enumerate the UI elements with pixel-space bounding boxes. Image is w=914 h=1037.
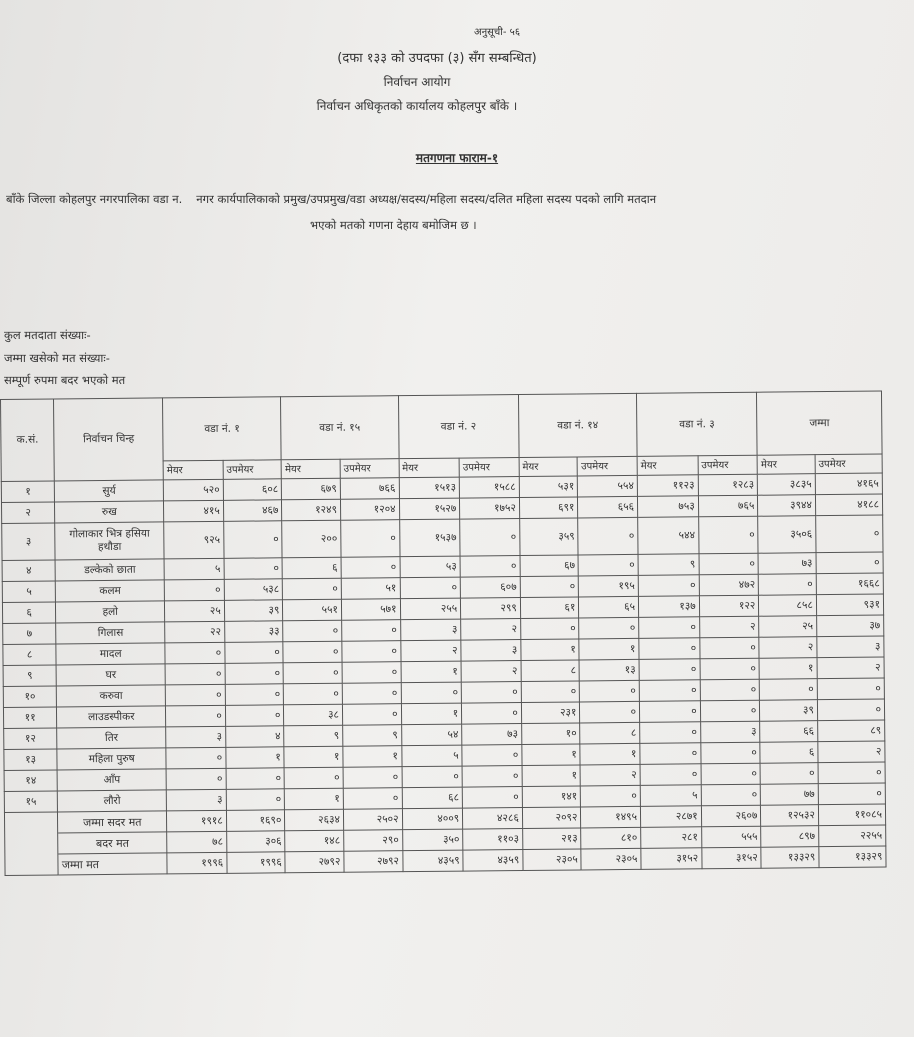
- total-voters-label: कुल मतदाता संख्याः-: [4, 328, 91, 342]
- election-symbol-cell: गोलाकार भित्र हसिया हथौडा: [55, 522, 164, 560]
- summary-value-cell: ५५५: [701, 826, 761, 848]
- vote-count-cell: २९९: [461, 598, 521, 620]
- vote-count-cell: ०: [224, 558, 283, 580]
- vote-count-cell: ०: [461, 682, 521, 704]
- vote-count-cell: ५: [640, 785, 701, 807]
- serial-number-cell: २: [1, 502, 55, 524]
- vote-count-cell: २: [759, 637, 817, 659]
- ward-header: वडा नं. २: [398, 395, 519, 459]
- vote-count-cell: ५३: [400, 556, 461, 578]
- vote-count-cell: ०: [701, 763, 761, 785]
- vote-count-cell: ३९४४: [758, 495, 816, 517]
- intro-posts: नगर कार्यपालिकाको प्रमुख/उपप्रमुख/वडा अध्यक्ष/सदस्य/महिला सदस्य/दलित महिला सदस्य पदको लागि मतदान: [196, 192, 657, 206]
- vote-count-cell: ५४: [401, 724, 462, 746]
- vote-count-cell: ०: [342, 704, 401, 726]
- vote-count-cell: ४१५: [164, 500, 224, 522]
- serial-number-cell: ८: [3, 644, 57, 666]
- vote-count-cell: ०: [520, 576, 579, 598]
- summary-value-cell: २७९२: [344, 851, 403, 873]
- vote-count-cell: ४१६५: [815, 473, 882, 495]
- vote-count-cell: १५१३: [399, 477, 460, 499]
- election-symbol-cell: हलो: [56, 601, 165, 623]
- vote-count-cell: ०: [226, 789, 285, 811]
- summary-value-cell: १९९६: [227, 852, 286, 874]
- vote-count-cell: ०: [284, 683, 343, 705]
- vote-count-cell: १: [521, 639, 580, 661]
- election-symbol-cell: डल्केको छाता: [55, 559, 164, 581]
- vote-count-cell: ०: [283, 620, 342, 642]
- vote-count-cell: १: [343, 746, 402, 768]
- election-symbol-cell: रुख: [55, 501, 164, 523]
- vote-count-cell: ०: [640, 743, 701, 765]
- summary-value-cell: २७९२: [285, 851, 344, 873]
- summary-value-cell: १३३२९: [819, 846, 886, 868]
- vote-count-cell: ०: [580, 701, 640, 723]
- vote-count-cell: ७३: [462, 724, 522, 746]
- deputy-mayor-subheader: उपमेयर: [815, 454, 882, 474]
- vote-count-cell: १९५: [579, 575, 639, 597]
- section-reference: (दफा १३३ को उपदफा (३) सँग सम्बन्धित): [337, 51, 537, 66]
- vote-count-cell: ८: [521, 660, 580, 682]
- election-symbol-cell: आँप: [57, 769, 166, 791]
- vote-count-cell: ०: [701, 742, 761, 764]
- total-cast-label: जम्मा खसेको मत संख्याः-: [4, 351, 110, 365]
- vote-count-cell: ८५८: [759, 595, 817, 617]
- summary-value-cell: २२५५: [819, 825, 886, 847]
- vote-count-cell: ११२३: [637, 475, 698, 497]
- vote-count-cell: ०: [818, 783, 885, 805]
- vote-count-cell: ०: [165, 642, 225, 664]
- vote-count-cell: १२८३: [698, 474, 758, 496]
- summary-value-cell: २५०२: [343, 809, 402, 831]
- vote-count-cell: ०: [460, 519, 520, 557]
- vote-count-cell: १: [759, 658, 817, 680]
- vote-count-cell: ०: [166, 747, 226, 769]
- vote-count-cell: २५५: [400, 598, 461, 620]
- election-symbol-cell: गिलास: [56, 622, 165, 644]
- vote-count-cell: ०: [343, 788, 402, 810]
- vote-count-cell: ०: [225, 705, 284, 727]
- vote-count-cell: ०: [223, 521, 282, 559]
- summary-value-cell: ३५०: [402, 829, 463, 851]
- summary-value-cell: ११०८५: [818, 804, 885, 826]
- vote-count-cell: ०: [700, 658, 760, 680]
- vote-count-cell: ०: [818, 762, 885, 784]
- vote-count-cell: ४: [225, 726, 284, 748]
- vote-count-cell: ३५९: [519, 518, 578, 556]
- vote-count-cell: २: [461, 661, 521, 683]
- summary-value-cell: ३१५२: [641, 848, 702, 870]
- vote-count-cell: ८: [580, 722, 640, 744]
- summary-value-cell: ११०३: [463, 829, 523, 851]
- vote-count-cell: ९३१: [816, 594, 883, 616]
- serial-number-cell: ६: [2, 602, 56, 624]
- vote-count-cell: १४१: [522, 786, 581, 808]
- deputy-mayor-subheader: उपमेयर: [459, 458, 519, 478]
- election-symbol-cell: सुर्य: [55, 480, 164, 502]
- vote-count-cell: १२४९: [282, 499, 341, 521]
- serial-number-cell: १४: [4, 770, 58, 792]
- vote-count-cell: ६०८: [223, 479, 282, 501]
- vote-count-cell: ०: [578, 517, 638, 555]
- fully-invalid-label: सम्पूर्ण रुपमा बदर भएको मत: [4, 373, 126, 387]
- vote-count-cell: २: [818, 741, 885, 763]
- deputy-mayor-subheader: उपमेयर: [340, 459, 399, 479]
- vote-count-cell: ६७: [520, 555, 579, 577]
- vote-count-cell: ०: [225, 642, 284, 664]
- vote-count-cell: ६६: [760, 721, 818, 743]
- vote-count-table: [0, 391, 887, 876]
- serial-number-cell: ९: [3, 665, 57, 687]
- summary-value-cell: ४००९: [402, 808, 463, 830]
- ward-header: वडा नं. १४: [518, 393, 637, 457]
- mayor-subheader: मेयर: [163, 460, 223, 480]
- vote-count-cell: ३: [166, 789, 226, 811]
- election-symbol-cell: लाउडस्पीकर: [57, 706, 166, 728]
- vote-count-cell: ०: [817, 678, 884, 700]
- vote-count-cell: ६७९: [282, 478, 341, 500]
- summary-value-cell: ८१०: [581, 827, 641, 849]
- commission-name: निर्वाचन आयोग: [383, 75, 451, 89]
- summary-value-cell: २१३: [522, 828, 581, 850]
- vote-count-cell: १२२: [699, 595, 759, 617]
- vote-count-cell: ०: [342, 683, 401, 705]
- vote-count-cell: ३: [700, 721, 760, 743]
- form-title: मतगणना फाराम-१: [415, 151, 499, 165]
- summary-value-cell: २३०५: [581, 848, 641, 870]
- vote-count-cell: १२०४: [340, 499, 399, 521]
- vote-count-cell: ०: [165, 684, 225, 706]
- vote-count-cell: ०: [639, 638, 700, 660]
- vote-count-cell: १: [522, 744, 581, 766]
- summary-value-cell: १९९६: [167, 852, 227, 874]
- vote-count-cell: १: [401, 703, 462, 725]
- mayor-subheader: मेयर: [757, 455, 815, 475]
- election-symbol-cell: मादल: [56, 643, 165, 665]
- vote-count-cell: ५४४: [638, 517, 699, 555]
- vote-count-cell: ०: [462, 745, 522, 767]
- vote-count-cell: २: [461, 619, 521, 641]
- deputy-mayor-subheader: उपमेयर: [577, 456, 637, 476]
- vote-count-cell: ०: [580, 680, 640, 702]
- vote-count-cell: ०: [520, 618, 579, 640]
- vote-count-cell: ०: [639, 701, 700, 723]
- serial-number-cell: १३: [4, 749, 58, 771]
- serial-number-cell: १: [1, 481, 55, 503]
- vote-count-cell: ०: [283, 662, 342, 684]
- vote-count-cell: ३: [461, 640, 521, 662]
- vote-count-cell: ५: [401, 745, 462, 767]
- summary-value-cell: २६३४: [285, 809, 344, 831]
- serial-number-cell: ३: [2, 523, 56, 561]
- vote-count-cell: ०: [342, 620, 401, 642]
- vote-count-cell: १: [522, 765, 581, 787]
- vote-count-cell: ४१८८: [815, 494, 882, 516]
- vote-count-cell: ०: [817, 699, 884, 721]
- vote-count-cell: १: [226, 747, 285, 769]
- vote-count-cell: ४७२: [699, 574, 759, 596]
- vote-count-cell: ०: [638, 575, 699, 597]
- vote-count-cell: ०: [699, 553, 759, 575]
- vote-count-cell: १: [284, 746, 343, 768]
- vote-count-cell: ०: [402, 766, 463, 788]
- vote-count-cell: २२: [165, 621, 225, 643]
- vote-count-cell: ८९: [818, 720, 885, 742]
- election-symbol-cell: करुवा: [57, 685, 166, 707]
- vote-rows: [1, 473, 886, 875]
- mayor-subheader: मेयर: [637, 456, 698, 476]
- vote-count-cell: ०: [283, 578, 342, 600]
- vote-count-cell: १: [580, 743, 640, 765]
- vote-count-cell: ०: [578, 554, 638, 576]
- vote-count-cell: २५: [165, 600, 225, 622]
- vote-count-cell: ७६६: [340, 478, 399, 500]
- vote-count-cell: ६८: [402, 787, 463, 809]
- vote-count-cell: ३३: [224, 621, 283, 643]
- serial-number-cell: १५: [4, 791, 58, 813]
- summary-value-cell: १३३२९: [761, 847, 819, 869]
- vote-count-cell: ०: [342, 662, 401, 684]
- intro-district: बाँके जिल्ला कोहलपुर नगरपालिका वडा न.: [6, 192, 183, 206]
- mayor-subheader: मेयर: [399, 458, 460, 478]
- summary-blank-cell: [4, 812, 58, 834]
- vote-count-cell: ०: [700, 700, 760, 722]
- vote-count-cell: १५३७: [399, 519, 460, 557]
- serial-number-cell: १०: [3, 686, 57, 708]
- ward-header-row: [1, 391, 883, 462]
- election-symbol-cell: घर: [56, 664, 165, 686]
- vote-count-cell: ०: [816, 515, 883, 553]
- vote-count-cell: २५: [759, 616, 817, 638]
- serial-number-cell: ७: [3, 623, 57, 645]
- serial-number-cell: ४: [2, 560, 56, 582]
- symbol-header: निर्वाचन चिन्ह: [54, 398, 164, 481]
- deputy-mayor-subheader: उपमेयर: [223, 460, 282, 480]
- vote-count-cell: ६५: [579, 596, 639, 618]
- summary-value-cell: १९१८: [167, 810, 227, 832]
- summary-value-cell: ४३५९: [463, 850, 523, 872]
- vote-count-cell: २३१: [521, 702, 580, 724]
- vote-count-cell: ०: [640, 722, 701, 744]
- election-symbol-cell: तिर: [57, 727, 166, 749]
- vote-count-cell: ०: [639, 659, 700, 681]
- vote-count-cell: २: [580, 764, 640, 786]
- vote-count-cell: ०: [581, 785, 641, 807]
- vote-count-cell: ५१: [341, 578, 400, 600]
- vote-count-cell: ५७१: [341, 599, 400, 621]
- mayor-subheader: मेयर: [519, 457, 578, 477]
- vote-count-cell: ०: [462, 787, 522, 809]
- summary-value-cell: २९०: [344, 830, 403, 852]
- ward-header: वडा नं. १५: [281, 396, 399, 460]
- vote-count-cell: ०: [226, 768, 285, 790]
- vote-count-cell: ०: [639, 617, 700, 639]
- summary-blank-cell: [5, 833, 59, 855]
- vote-count-cell: ९: [343, 725, 402, 747]
- serial-number-cell: ११: [3, 707, 57, 729]
- summary-value-cell: २८१: [641, 827, 702, 849]
- summary-value-cell: १४८: [285, 830, 344, 852]
- vote-count-cell: ६: [760, 742, 818, 764]
- vote-count-cell: १५२७: [399, 498, 460, 520]
- summary-value-cell: ४२८६: [463, 808, 523, 830]
- vote-count-cell: ६५६: [578, 496, 638, 518]
- vote-count-cell: १: [285, 788, 344, 810]
- vote-count-cell: १३७: [638, 596, 699, 618]
- vote-count-cell: १७५२: [460, 498, 520, 520]
- vote-count-cell: १: [401, 661, 462, 683]
- vote-count-cell: ०: [462, 766, 522, 788]
- vote-count-cell: ०: [521, 681, 580, 703]
- vote-count-cell: ०: [700, 679, 760, 701]
- summary-value-cell: १४९५: [581, 806, 641, 828]
- vote-count-cell: ५३८: [224, 579, 283, 601]
- schedule-number: अनुसूची- ५६: [473, 27, 521, 38]
- vote-count-cell: १३: [579, 659, 639, 681]
- vote-count-cell: ६: [282, 557, 341, 579]
- vote-count-cell: ९: [638, 554, 699, 576]
- vote-count-cell: ०: [816, 552, 883, 574]
- vote-count-cell: ६१: [520, 597, 579, 619]
- vote-count-cell: ०: [760, 763, 818, 785]
- vote-count-cell: ०: [401, 682, 462, 704]
- vote-count-cell: ९: [284, 725, 343, 747]
- vote-count-cell: ५: [164, 558, 224, 580]
- vote-count-cell: ७५३: [637, 496, 698, 518]
- vote-count-cell: ०: [225, 663, 284, 685]
- vote-count-cell: ५५४: [578, 475, 638, 497]
- vote-count-cell: ७७: [761, 784, 819, 806]
- intro-line-1: [6, 192, 656, 207]
- vote-count-cell: ०: [166, 705, 226, 727]
- vote-count-cell: ०: [640, 764, 701, 786]
- vote-count-cell: ०: [166, 768, 226, 790]
- ward-header: वडा नं. १: [163, 397, 282, 461]
- vote-count-cell: ६०७: [460, 577, 520, 599]
- vote-count-cell: ०: [460, 556, 520, 578]
- vote-count-cell: ०: [225, 684, 284, 706]
- vote-count-cell: ०: [400, 577, 461, 599]
- vote-count-cell: ०: [342, 641, 401, 663]
- vote-count-cell: २: [817, 657, 884, 679]
- summary-label-cell: जम्मा मत: [58, 853, 167, 875]
- vote-count-cell: ०: [164, 579, 224, 601]
- mayor-subheader: मेयर: [281, 459, 340, 479]
- vote-count-cell: ०: [760, 679, 818, 701]
- vote-count-cell: १६६८: [816, 573, 883, 595]
- vote-count-cell: ३: [166, 726, 226, 748]
- summary-label-cell: जम्मा सदर मत: [58, 811, 167, 833]
- summary-value-cell: २३०५: [523, 849, 582, 871]
- summary-value-cell: ३०६: [226, 831, 285, 853]
- vote-count-cell: ३७: [816, 615, 883, 637]
- vote-count-cell: ३८: [284, 704, 343, 726]
- vote-count-cell: ०: [639, 680, 700, 702]
- summary-value-cell: ७८: [167, 831, 227, 853]
- vote-count-cell: २००: [282, 520, 341, 558]
- vote-count-cell: ७३: [758, 553, 816, 575]
- vote-count-cell: ०: [759, 574, 817, 596]
- summary-value-cell: ८९७: [761, 826, 819, 848]
- vote-count-cell: ०: [579, 617, 639, 639]
- vote-count-cell: ०: [462, 703, 522, 725]
- vote-count-cell: १५८८: [459, 477, 519, 499]
- vote-count-cell: ३९: [760, 700, 818, 722]
- serial-number-cell: १२: [4, 728, 58, 750]
- vote-count-cell: ३: [817, 636, 884, 658]
- vote-count-cell: ९२५: [164, 521, 224, 559]
- vote-count-cell: ३५०६: [758, 516, 816, 554]
- sn-header: क.सं.: [1, 399, 55, 482]
- summary-value-cell: २०९२: [522, 807, 581, 829]
- vote-count-cell: २: [400, 640, 461, 662]
- summary-value-cell: ४३५९: [402, 850, 463, 872]
- election-symbol-cell: कलम: [56, 580, 165, 602]
- vote-count-cell: ३८३५: [758, 474, 816, 496]
- vote-count-cell: ६९१: [519, 497, 578, 519]
- vote-count-cell: ७६५: [698, 495, 758, 517]
- summary-value-cell: २६०७: [701, 805, 761, 827]
- vote-count-cell: ०: [343, 767, 402, 789]
- summary-value-cell: १६९०: [226, 810, 285, 832]
- ward-header: वडा नं. ३: [637, 392, 758, 456]
- summary-value-cell: ३१५२: [702, 847, 762, 869]
- vote-count-cell: १०: [521, 723, 580, 745]
- election-symbol-cell: लौरो: [58, 790, 167, 812]
- vote-count-cell: ०: [701, 784, 761, 806]
- vote-count-cell: ०: [341, 520, 400, 558]
- vote-count-cell: ०: [165, 663, 225, 685]
- vote-count-cell: ०: [284, 767, 343, 789]
- vote-count-cell: ०: [341, 557, 400, 579]
- office-name: निर्वाचन अधिकृतको कार्यालय कोहलपुर बाँके ।: [316, 99, 518, 113]
- vote-count-cell: १: [579, 638, 639, 660]
- total-header: जम्मा: [757, 391, 882, 455]
- serial-number-cell: ५: [2, 581, 56, 603]
- summary-value-cell: २८७१: [640, 806, 701, 828]
- vote-count-cell: ३: [400, 619, 461, 641]
- vote-count-cell: २: [699, 616, 759, 638]
- election-symbol-cell: महिला पुरुष: [57, 748, 166, 770]
- vote-count-cell: ५२०: [163, 479, 223, 501]
- deputy-mayor-subheader: उपमेयर: [698, 455, 758, 475]
- intro-line-2: भएको मतको गणना देहाय बमोजिम छ ।: [310, 218, 477, 232]
- vote-count-cell: ०: [700, 637, 760, 659]
- vote-count-cell: ३९: [224, 600, 283, 622]
- vote-count-cell: ०: [283, 641, 342, 663]
- vote-count-cell: ५५१: [283, 599, 342, 621]
- vote-count-cell: ५३१: [519, 476, 578, 498]
- summary-value-cell: १२५३२: [761, 805, 819, 827]
- summary-label-cell: बदर मत: [58, 832, 167, 854]
- vote-count-cell: ०: [698, 516, 758, 554]
- summary-blank-cell: [5, 854, 59, 876]
- vote-count-cell: ४६७: [223, 500, 282, 522]
